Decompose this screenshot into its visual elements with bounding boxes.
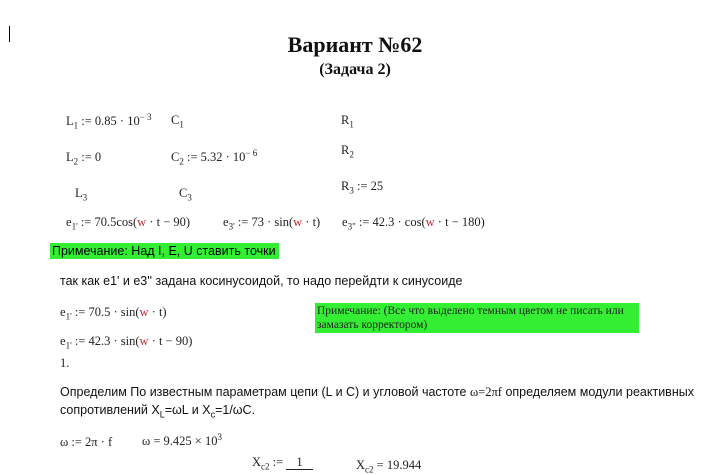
c2-expression: $C_2$ := $5.32 \cdot 10^{- 6}$ — [171, 148, 258, 167]
omega-definition: ω := 2π · f — [60, 435, 113, 449]
e1-sin-expression: $e_{1'}$ := 70.5 · sin(w · t) — [60, 305, 167, 322]
c3-label: $C_3$ — [179, 186, 192, 203]
l3-label: $L_3$ — [75, 186, 88, 203]
e3-double-prime-expression: $e_{3"}$ := 42.3 · cos(w · t − 180) — [342, 215, 485, 232]
fraction: 1 — [286, 456, 312, 470]
r2-label: $R_2$ — [341, 143, 354, 160]
r1-label: $R_1$ — [341, 113, 354, 130]
r3-expression: $R_3$ := 25 — [341, 179, 384, 196]
item-number: 1. — [60, 356, 70, 370]
transition-text: так как e1' и e3'' задана косинусоидой, то надо перейдти к синусоиде — [60, 274, 463, 288]
reactance-paragraph: Определим По известным параметрам цепи (L и С) и угловой частоте ω=2πf определяем модули реактивных сопротивлений $X_L=\omega L$ и $X_c=1/\omega C$. — [60, 385, 694, 420]
e3-prime-expression: $e_{3'}$ := 73 · sin(w · t) — [223, 215, 321, 232]
l2-expression: $L_2$ := 0 — [66, 150, 102, 167]
note-dots: Примечание: Над I, E, U ставить точки — [50, 243, 279, 259]
note-corrector: Примечание: (Все что выделено темным цветом не писать или замазать корректором) — [315, 303, 639, 333]
xc2-formula: $X_{c2}$ := 1 — [252, 455, 313, 472]
e1-expression: $e_{1'}$ := 70.5cos(w · t − 90) — [66, 215, 191, 232]
e1-sin-expression-2: $e_{1'}$ := 42.3 · sin(w · t − 90) — [60, 334, 193, 351]
c1-label: $C_1$ — [171, 113, 184, 130]
l1-expression: $L_1$ := $0.85 \cdot 10^{- 3}$ — [66, 112, 152, 131]
omega-value: $\omega = 9.425 \times 10^3$ — [142, 432, 222, 449]
page-subtitle: (Задача 2) — [319, 61, 391, 78]
xc2-result: $X_{c2} = 19.944$ — [356, 458, 422, 475]
page-title: Вариант №62 — [287, 32, 423, 57]
